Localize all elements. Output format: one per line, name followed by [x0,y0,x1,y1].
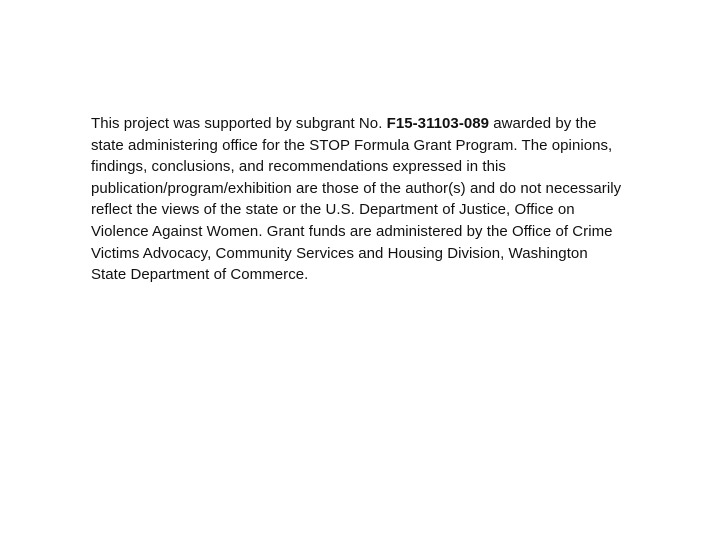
funding-disclaimer [91,113,627,286]
subgrant-number: F15-31103-089 [386,115,490,132]
disclaimer-body-text: awarded by the state administering office for the STOP Formula Grant Program. The opinions, findings, conclusions, and recommendations expressed in this publication/program/exhibition are those of the author(s) and do not necessarily reflect the views of the state or the U.S. Department of Justice, Office on Violence Against Women. Grant funds are administered by the Office of Crime Victims Advocacy, Community Services and Housing Division, Washington State Department of Commerce. [91,115,622,284]
disclaimer-intro-text: This project was supported by subgrant No. [91,115,387,132]
